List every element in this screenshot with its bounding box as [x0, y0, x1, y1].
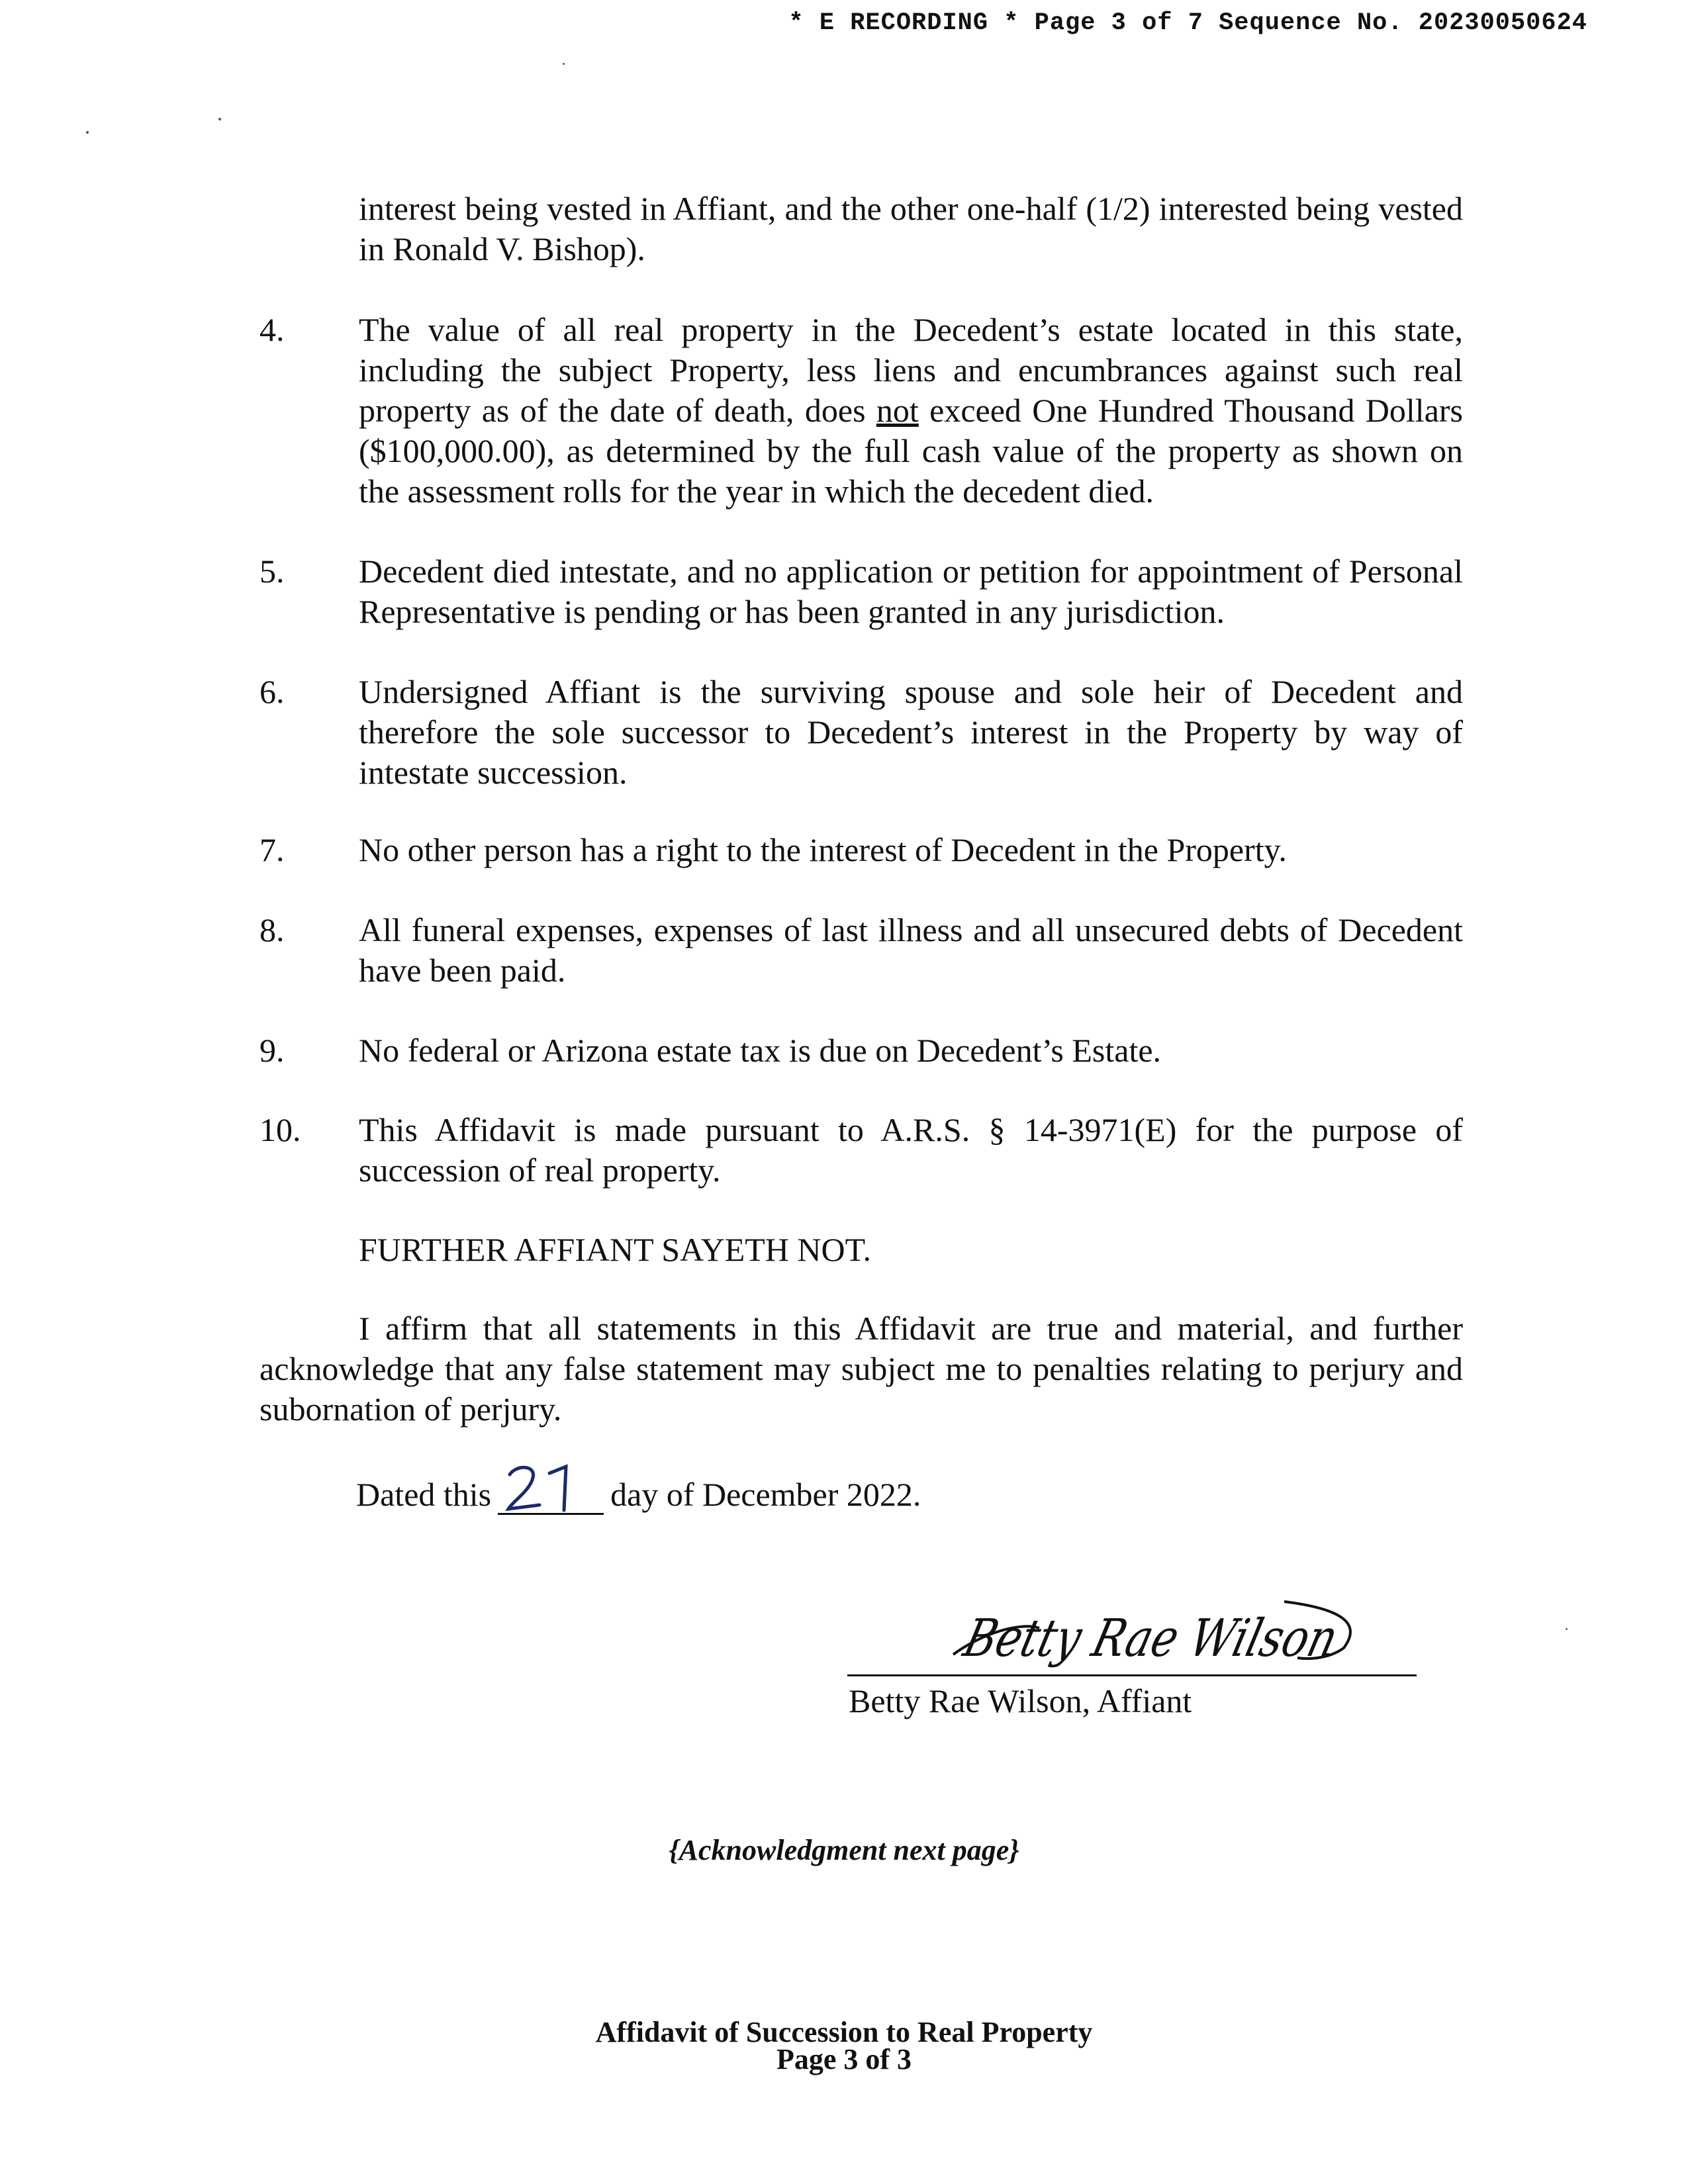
scan-speck — [563, 63, 565, 65]
item-text: This Affidavit is made pursuant to A.R.S. § 14-3971(E) for the purpose of succession of real property. — [359, 1111, 1463, 1189]
item-number: 7. — [259, 831, 285, 868]
further-affiant-text: FURTHER AFFIANT SAYETH NOT. — [359, 1231, 871, 1268]
item-text-part: exceed One Hundred Thousand Dollars ($100,000.00), as determined by the full cash value of the property as shown on the assessment rolls for the year in which the decedent died. — [359, 392, 1463, 510]
day-blank — [498, 1475, 604, 1515]
affiant-name: Betty Rae Wilson, Affiant — [849, 1682, 1192, 1719]
item-number: 5. — [259, 553, 285, 590]
item-number: 4. — [259, 311, 285, 348]
dated-prefix: Dated this — [356, 1476, 492, 1513]
scan-speck — [86, 131, 89, 134]
item-text — [359, 310, 1463, 512]
item-number: 9. — [259, 1032, 285, 1069]
item-text: Undersigned Affiant is the surviving spouse and sole heir of Decedent and therefore the sole successor to Decedent’s interest in the Property by way of intestate succession. — [359, 673, 1463, 791]
recording-header: * E RECORDING * Page 3 of 7 Sequence No. 20230050624 — [788, 9, 1587, 37]
signature-mark — [940, 1582, 1423, 1681]
item-text: No federal or Arizona estate tax is due on Decedent’s Estate. — [359, 1032, 1162, 1069]
item-text: No other person has a right to the interest of Decedent in the Property. — [359, 831, 1287, 868]
item-number: 6. — [259, 673, 285, 710]
scan-speck — [1566, 1628, 1568, 1630]
scan-speck — [218, 118, 221, 120]
footer-title: Affidavit of Succession to Real Property — [595, 2016, 1093, 2048]
footer-page-number — [0, 2043, 1688, 2075]
item-number: 10. — [259, 1111, 301, 1148]
intro-paragraph: interest being vested in Affiant, and the other one-half (1/2) interested being vested in Ronald V. Bishop). — [359, 190, 1463, 267]
acknowledgment-note: {Acknowledgment next page} — [669, 1834, 1019, 1866]
dated-line — [356, 1475, 921, 1515]
signature-script: Betty Rae Wilson — [958, 1608, 1423, 1668]
footer-page: Page 3 of 3 — [776, 2043, 912, 2075]
item-text: All funeral expenses, expenses of last illness and all unsecured debts of Decedent have been paid. — [359, 911, 1463, 989]
signature-line — [847, 1674, 1417, 1676]
item-text-part: The value of all real property in the Decedent’s estate located in this state, including the subject Property, less liens and encumbrances against such real property as of the date of death, does — [359, 311, 1463, 429]
dated-suffix: day of December 2022. — [610, 1476, 921, 1513]
item-number: 8. — [259, 911, 285, 948]
underlined-not: not — [876, 392, 919, 429]
handwritten-day — [503, 1461, 602, 1514]
affirmation-paragraph: I affirm that all statements in this Affidavit are true and material, and further acknowledge that any false statement may subject me to penalties relating to perjury and subornation of perjury. — [259, 1310, 1463, 1428]
item-text: Decedent died intestate, and no application or petition for appointment of Personal Representative is pending or has been granted in any jurisdiction. — [359, 553, 1463, 630]
